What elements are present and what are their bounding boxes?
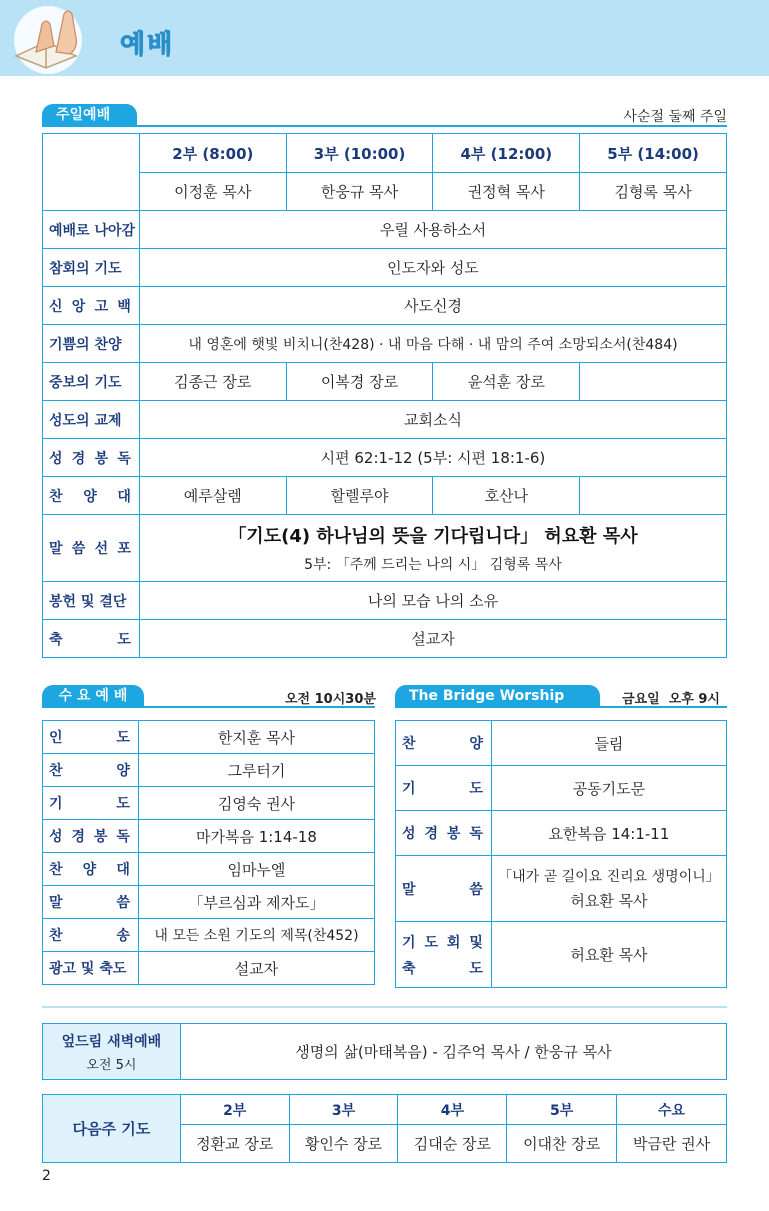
- row-value: 교회소식: [139, 401, 726, 439]
- sermon-cell: [139, 515, 726, 582]
- page-title: 예배: [120, 30, 175, 60]
- row-label: 말 씀 선 포: [43, 515, 140, 582]
- row-label: 찬 양: [43, 754, 139, 787]
- row-label: 광고 및 축도: [43, 952, 139, 985]
- praying-hands-bible-icon: [6, 4, 98, 74]
- dawn-time: 오전 5시: [86, 1057, 137, 1073]
- row-value: [580, 477, 727, 515]
- bridge-sermon-title: 「내가 곧 길이요 진리요 생명이니」: [498, 869, 720, 885]
- row-value: 나의 모습 나의 소유: [139, 582, 726, 620]
- next-week-name: 황인수 장로: [289, 1125, 398, 1163]
- service-pastor: 이정훈 목사: [139, 173, 286, 211]
- row-value: 사도신경: [139, 287, 726, 325]
- sermon-sub: 5부: 「주께 드리는 나의 시」 김형록 목사: [304, 557, 562, 573]
- row-label: 기쁨의 찬양: [43, 325, 140, 363]
- service-pastor: 권정혁 목사: [433, 173, 580, 211]
- section-divider: [42, 1006, 727, 1008]
- bridge-worship-table: [395, 720, 727, 988]
- row-value: 예루살렘: [139, 477, 286, 515]
- row-label: 예배로 나아감: [43, 211, 140, 249]
- sunday-subtitle: 사순절 둘째 주일: [623, 109, 727, 125]
- row-label: 성 경 봉 독: [396, 811, 492, 856]
- row-value: 설교자: [139, 620, 726, 658]
- page-number: 2: [42, 1168, 51, 1184]
- row-label: 찬 양 대: [43, 853, 139, 886]
- next-week-name: 정환교 장로: [180, 1125, 289, 1163]
- row-label: 기 도: [396, 766, 492, 811]
- row-value: 한지훈 목사: [138, 721, 374, 754]
- next-week-prayer-table: [42, 1094, 727, 1163]
- row-label: 성 경 봉 독: [43, 439, 140, 477]
- service-label: 4부 (12:00): [433, 134, 580, 173]
- row-value: 임마누엘: [138, 853, 374, 886]
- dawn-worship-table: [42, 1023, 727, 1080]
- row-value: 내 모든 소원 기도의 제목(찬452): [138, 919, 374, 952]
- row-label: 기 도: [43, 787, 139, 820]
- row-value: 설교자: [138, 952, 374, 985]
- row-value: 호산나: [433, 477, 580, 515]
- row-value: 이복경 장로: [286, 363, 433, 401]
- row-label: 성도의 교제: [43, 401, 140, 439]
- sunday-worship-tab: 주일예배: [42, 104, 137, 126]
- next-week-title: 다음주 기도: [43, 1095, 181, 1163]
- next-week-name: 이대찬 장로: [507, 1125, 617, 1163]
- service-label: 2부 (8:00): [139, 134, 286, 173]
- wednesday-time: 오전 10시30분: [285, 692, 376, 707]
- bridge-worship-tab: The Bridge Worship: [395, 685, 600, 707]
- row-label: 인 도: [43, 721, 139, 754]
- row-value: 마가복음 1:14-18: [138, 820, 374, 853]
- dawn-value: 생명의 삶(마태복음) - 김주억 목사 / 한웅규 목사: [180, 1024, 726, 1080]
- row-label: 말 씀: [396, 856, 492, 922]
- service-pastor: 한웅규 목사: [286, 173, 433, 211]
- row-value: 그루터기: [138, 754, 374, 787]
- row-value: 공동기도문: [491, 766, 726, 811]
- service-label: 3부 (10:00): [286, 134, 433, 173]
- row-label: 중보의 기도: [43, 363, 140, 401]
- next-week-name: 박금란 권사: [617, 1125, 727, 1163]
- row-value: 「부르심과 제자도」: [138, 886, 374, 919]
- bridge-sermon-cell: [491, 856, 726, 922]
- wednesday-worship-tab: 수 요 예 배: [42, 685, 144, 707]
- next-week-name: 김대순 장로: [398, 1125, 507, 1163]
- row-value: 할렐루야: [286, 477, 433, 515]
- next-week-header: 4부: [398, 1095, 507, 1125]
- sermon-title: 「기도(4) 하나님의 뜻을 기다립니다」 허요환 목사: [228, 526, 638, 547]
- next-week-header: 5부: [507, 1095, 617, 1125]
- dawn-title: 엎드림 새벽예배: [61, 1033, 162, 1050]
- row-value: 요한복음 14:1-11: [491, 811, 726, 856]
- row-value: 김종근 장로: [139, 363, 286, 401]
- wednesday-worship-table: [42, 720, 375, 985]
- row-label: 축 도: [43, 620, 140, 658]
- row-label: 성 경 봉 독: [43, 820, 139, 853]
- service-pastor: 김형록 목사: [580, 173, 727, 211]
- service-label: 5부 (14:00): [580, 134, 727, 173]
- row-value: 시편 62:1-12 (5부: 시편 18:1-6): [139, 439, 726, 477]
- next-week-header: 2부: [180, 1095, 289, 1125]
- row-value: 허요환 목사: [491, 922, 726, 988]
- bridge-sermon-pastor: 허요환 목사: [570, 892, 648, 910]
- row-value: 김영숙 권사: [138, 787, 374, 820]
- header-banner: [0, 0, 769, 76]
- row-label: 기 도 회 및 축 도: [396, 922, 492, 988]
- row-value: 내 영혼에 햇빛 비치니(찬428) · 내 마음 다해 · 내 맘의 주여 소망되소서(찬484): [139, 325, 726, 363]
- row-label: 찬 송: [43, 919, 139, 952]
- row-value: 인도자와 성도: [139, 249, 726, 287]
- row-value: 들림: [491, 721, 726, 766]
- row-label: 신 앙 고 백: [43, 287, 140, 325]
- row-value: 윤석훈 장로: [433, 363, 580, 401]
- next-week-header: 3부: [289, 1095, 398, 1125]
- row-label: 찬 양: [396, 721, 492, 766]
- row-label: 찬 양 대: [43, 477, 140, 515]
- row-label: 말 씀: [43, 886, 139, 919]
- bridge-time: 금요일 오후 9시: [622, 692, 720, 707]
- sunday-worship-table: [42, 133, 727, 658]
- dawn-label-cell: [43, 1024, 181, 1080]
- row-value: 우릴 사용하소서: [139, 211, 726, 249]
- row-label: 참회의 기도: [43, 249, 140, 287]
- row-value: [580, 363, 727, 401]
- row-label: 봉헌 및 결단: [43, 582, 140, 620]
- next-week-header: 수요: [617, 1095, 727, 1125]
- table-corner: [43, 134, 140, 211]
